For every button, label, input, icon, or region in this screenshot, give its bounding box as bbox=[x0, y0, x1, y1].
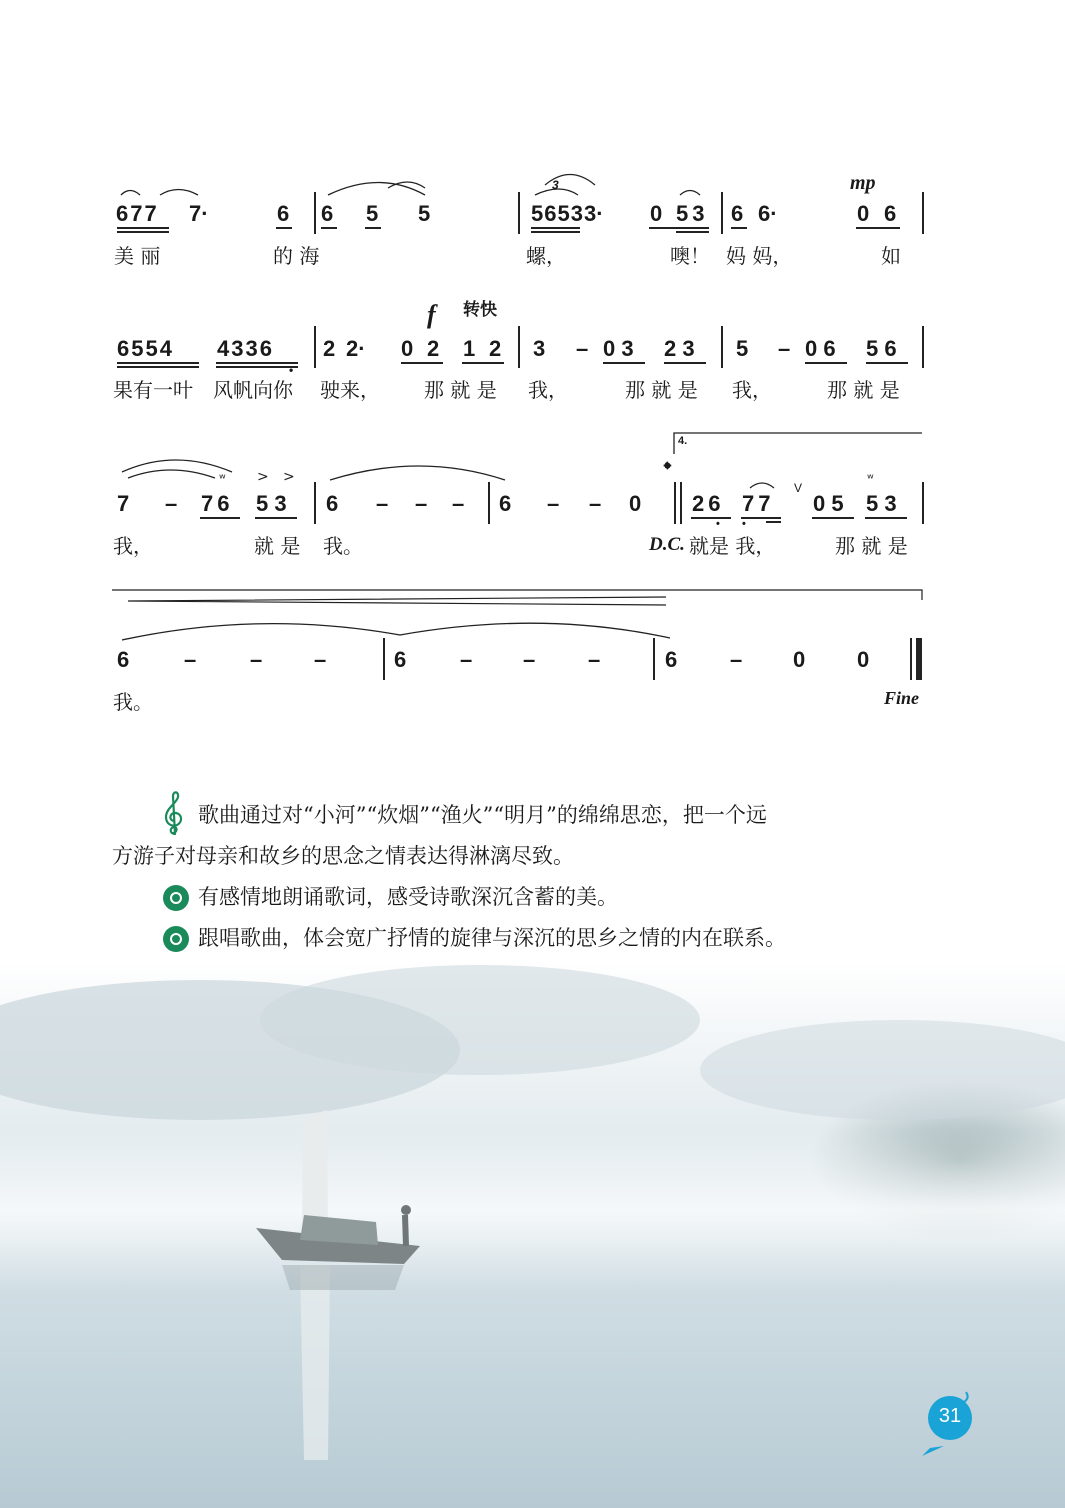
note: 53 bbox=[676, 201, 709, 226]
note: 6· bbox=[758, 201, 778, 226]
note: 5653 bbox=[531, 201, 584, 226]
note: 6 bbox=[277, 201, 290, 226]
cd-icon bbox=[163, 926, 189, 952]
lyric: 果有一叶 bbox=[113, 378, 193, 402]
note: 4336 bbox=[217, 336, 274, 361]
task-1: 有感情地朗诵歌词，感受诗歌深沉含蓄的美。 bbox=[198, 885, 618, 909]
triplet-mark: 3 bbox=[552, 178, 559, 192]
lyric: 那 就 是 bbox=[625, 378, 698, 402]
barline bbox=[922, 192, 924, 234]
barline bbox=[922, 326, 924, 368]
note: 0 bbox=[650, 201, 663, 226]
page-number: 31 bbox=[938, 1405, 962, 1427]
note: 6 bbox=[117, 647, 130, 672]
treble-clef-icon bbox=[160, 790, 188, 838]
note: 1 bbox=[463, 336, 476, 361]
lyric: 噢！ bbox=[670, 244, 710, 268]
note: – bbox=[778, 336, 791, 361]
note: 5 bbox=[418, 201, 431, 226]
lyric: 那 就 是 bbox=[835, 534, 908, 558]
lyric: 我。 bbox=[323, 534, 363, 558]
lyric: 我， bbox=[528, 378, 568, 402]
dc-mark: D.C. bbox=[649, 534, 685, 555]
barline bbox=[653, 638, 655, 680]
note: – bbox=[523, 647, 536, 672]
note: 677 bbox=[116, 201, 159, 226]
note: – bbox=[184, 647, 197, 672]
note: 3· bbox=[584, 201, 604, 226]
note: 2· bbox=[346, 336, 366, 361]
note: 5 3 bbox=[256, 491, 287, 516]
note: – bbox=[460, 647, 473, 672]
lyric: 就是 我， bbox=[689, 534, 776, 558]
final-barline-thin bbox=[910, 638, 912, 680]
note: – bbox=[588, 647, 601, 672]
note: 0 bbox=[401, 336, 414, 361]
note: 76 bbox=[201, 491, 234, 516]
barline bbox=[314, 482, 316, 524]
note: 0 6 bbox=[805, 336, 836, 361]
lyric: 的 海 bbox=[273, 244, 320, 268]
lyric: 我， bbox=[732, 378, 772, 402]
note: 0 5 bbox=[813, 491, 844, 516]
note: 6 bbox=[665, 647, 678, 672]
lyric: 我， bbox=[113, 534, 153, 558]
lyric: 螺， bbox=[526, 244, 566, 268]
lyric: 那 就 是 bbox=[424, 378, 497, 402]
barline bbox=[518, 192, 520, 234]
note: 26 bbox=[692, 491, 725, 516]
note: 6 bbox=[499, 491, 512, 516]
barline bbox=[721, 326, 723, 368]
intro-text-line2: 方游子对母亲和故乡的思念之情表达得淋漓尽致。 bbox=[112, 844, 574, 868]
note: – bbox=[250, 647, 263, 672]
barline bbox=[488, 482, 490, 524]
note: 7· bbox=[189, 201, 209, 226]
note: 6 bbox=[731, 201, 744, 226]
note: 6 bbox=[321, 201, 334, 226]
lyric: 美 丽 bbox=[114, 244, 161, 268]
svg-text:ʷ: ʷ bbox=[219, 472, 226, 487]
lyric: 我。 bbox=[113, 690, 153, 714]
coda-icon: 𝄌 bbox=[664, 457, 671, 481]
barline bbox=[680, 482, 682, 524]
fine-mark: Fine bbox=[884, 688, 920, 708]
note: – bbox=[547, 491, 560, 516]
barline bbox=[721, 192, 723, 234]
task-2: 跟唱歌曲，体会宽广抒情的旋律与深沉的思乡之情的内在联系。 bbox=[198, 926, 786, 950]
barline bbox=[314, 192, 316, 234]
note: – bbox=[452, 491, 465, 516]
barline bbox=[922, 482, 924, 524]
note: – bbox=[415, 491, 428, 516]
note: – bbox=[576, 336, 589, 361]
note: 0 bbox=[629, 491, 642, 516]
misty-lake-background bbox=[0, 960, 1065, 1508]
lyric: 妈 妈， bbox=[726, 244, 793, 268]
note: 5 3 bbox=[866, 491, 897, 516]
barline bbox=[674, 482, 676, 524]
lyric: 就 是 bbox=[254, 534, 301, 558]
dynamic-f: f bbox=[427, 300, 436, 329]
breath-mark: V bbox=[794, 481, 803, 495]
svg-text:ʷ: ʷ bbox=[867, 472, 874, 487]
note: 5 6 bbox=[866, 336, 897, 361]
note: 6 bbox=[394, 647, 407, 672]
note: 6 bbox=[884, 201, 897, 226]
note: 7 bbox=[117, 491, 130, 516]
line3-slurs bbox=[0, 400, 1065, 550]
lyric: 那 就 是 bbox=[827, 378, 900, 402]
lyric: 风帆向你 bbox=[213, 378, 293, 402]
note: – bbox=[730, 647, 743, 672]
note: 3 bbox=[533, 336, 546, 361]
cd-icon bbox=[163, 885, 189, 911]
note: 6 bbox=[326, 491, 339, 516]
note: 2 3 bbox=[664, 336, 695, 361]
final-barline-thick bbox=[916, 638, 922, 680]
note: 6554 bbox=[117, 336, 174, 361]
note: 0 bbox=[857, 201, 870, 226]
note: 77 bbox=[742, 491, 775, 516]
note: 2 bbox=[323, 336, 336, 361]
svg-text:>: > bbox=[283, 469, 295, 485]
barline bbox=[314, 326, 316, 368]
svg-text:>: > bbox=[257, 469, 269, 485]
note: 2 bbox=[489, 336, 502, 361]
note: 5 bbox=[736, 336, 749, 361]
note: 0 bbox=[793, 647, 806, 672]
note: – bbox=[589, 491, 602, 516]
tempo-mark: 转快 bbox=[463, 300, 497, 320]
volta-label: 4. bbox=[678, 435, 688, 447]
lyric: 如 bbox=[881, 244, 901, 268]
note: – bbox=[314, 647, 327, 672]
barline bbox=[518, 326, 520, 368]
note: 0 3 bbox=[603, 336, 634, 361]
note: – bbox=[376, 491, 389, 516]
note: 2 bbox=[427, 336, 440, 361]
intro-text-line1: 歌曲通过对“小河”“炊烟”“渔火”“明月”的绵绵思恋，把一个远 bbox=[198, 803, 767, 827]
note: – bbox=[165, 491, 178, 516]
note: 0 bbox=[857, 647, 870, 672]
barline bbox=[383, 638, 385, 680]
dynamic-mp: mp bbox=[850, 172, 876, 194]
lyric: 驶来， bbox=[320, 378, 380, 402]
note: 5 bbox=[366, 201, 379, 226]
